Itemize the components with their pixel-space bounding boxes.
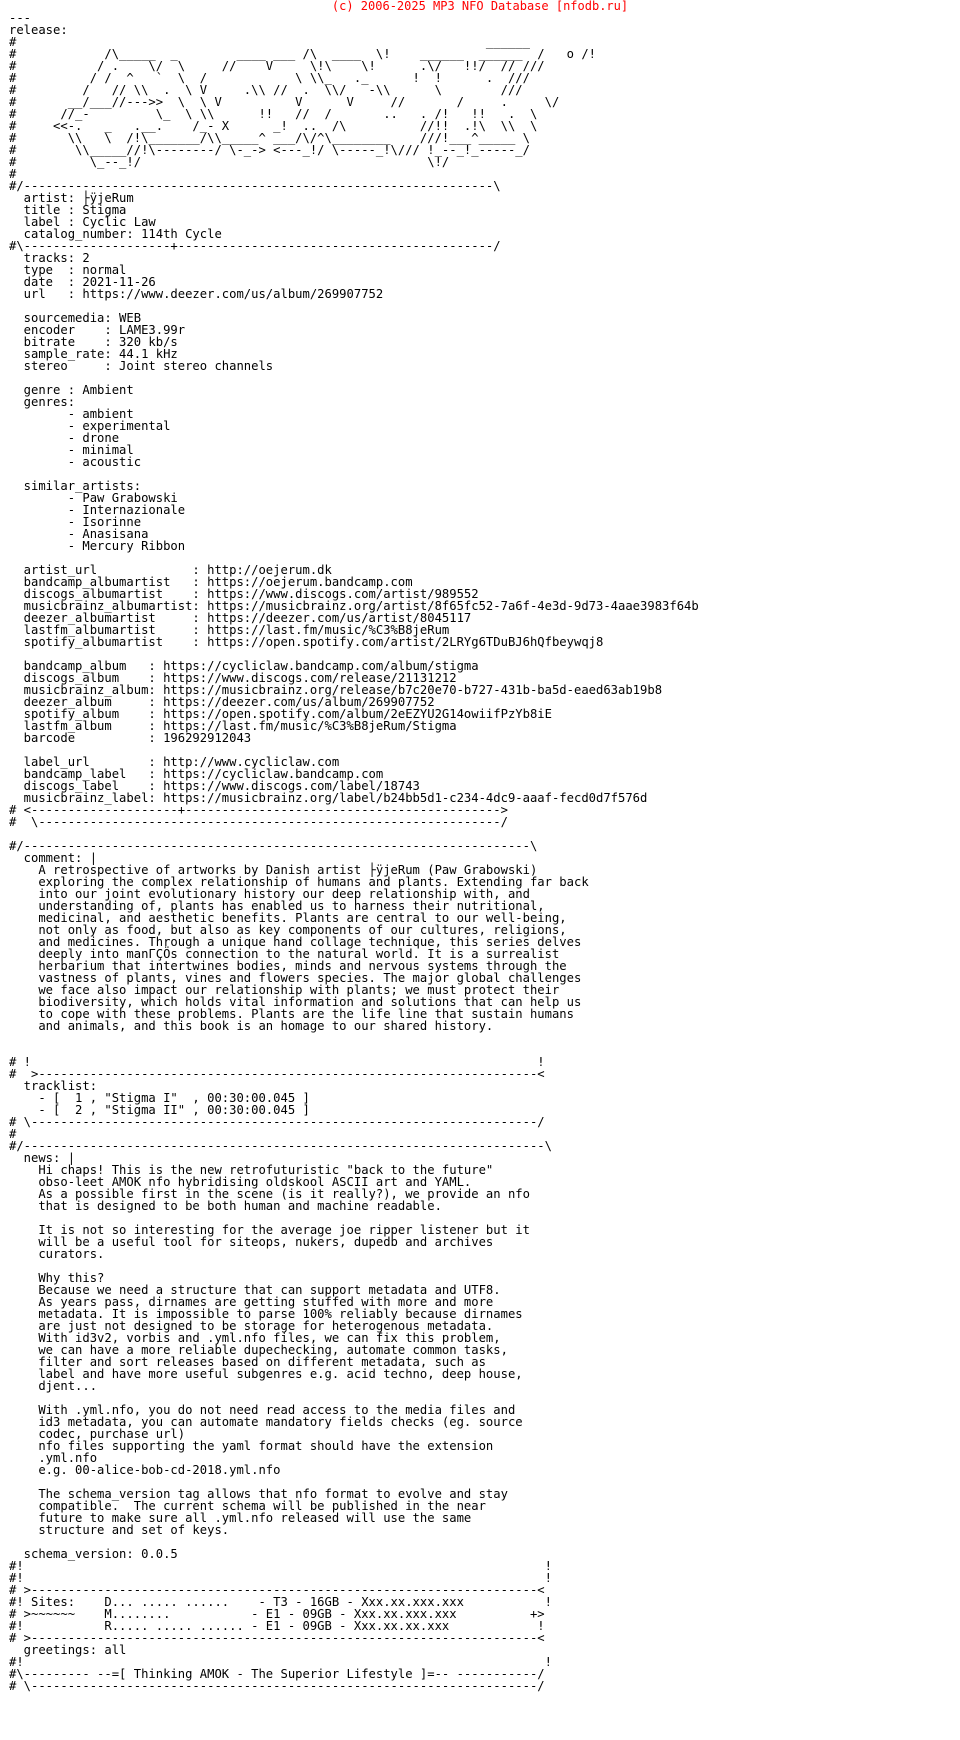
nfo-line: - Internazionale: [9, 503, 186, 517]
nfo-line: genres:: [9, 395, 76, 409]
nfo-line: are just not designed to be storage for heterogenous metadata.: [9, 1319, 494, 1333]
nfo-line: #/----------------------------------------------------------------\: [9, 179, 501, 193]
nfo-line: spotify_album : https://open.spotify.com/album/2eEZYU2G14owiifPzYb8iE: [9, 707, 552, 721]
nfo-line: genre : Ambient: [9, 383, 134, 397]
nfo-line: id3 metadata, you can automate mandatory fields checks (eg. source: [9, 1415, 523, 1429]
nfo-line: url : https://www.deezer.com/us/album/269907752: [9, 287, 384, 301]
nfo-line: - experimental: [9, 419, 171, 433]
nfo-line: # __/___//--->> \ \ V V V // / . \/: [9, 95, 560, 109]
nfo-line: # //_- \_ \ \\ !! // / .. . /! !! . \: [9, 107, 538, 121]
nfo-line: # >--------------------------------------------------------------------<: [9, 1067, 545, 1081]
nfo-line: #! Sites: D... ..... ...... - T3 - 16GB - Xxx.xx.xxx.xxx !: [9, 1595, 552, 1609]
nfo-line: artist: ├ÿjeRum: [9, 191, 134, 205]
nfo-line: # \---------------------------------------------------------------------/: [9, 1679, 545, 1693]
nfo-line: musicbrainz_albumartist: https://musicbrainz.org/artist/8f65fc52-7a6f-4e3d-9d73-4aae3983f64b: [9, 599, 699, 613]
nfo-line: to cope with these problems. Plants are the life line that sustain humans: [9, 1007, 574, 1021]
nfo-line: type : normal: [9, 263, 127, 277]
nfo-line: tracklist:: [9, 1079, 98, 1093]
nfo-line: # >---------------------------------------------------------------------<: [9, 1631, 545, 1645]
nfo-line: greetings: all: [9, 1643, 127, 1657]
nfo-line: that is designed to be both human and machine readable.: [9, 1199, 442, 1213]
nfo-line: tracks: 2: [9, 251, 90, 265]
nfo-line: #\--------- --=[ Thinking AMOK - The Superior Lifestyle ]=-- -----------/: [9, 1667, 545, 1681]
nfo-line: structure and set of keys.: [9, 1523, 230, 1537]
nfo-line: musicbrainz_album: https://musicbrainz.org/release/b7c20e70-b727-431b-ba5d-eaed63ab19b8: [9, 683, 663, 697]
nfo-line: artist_url : http://oejerum.dk: [9, 563, 332, 577]
nfo-line: - acoustic: [9, 455, 142, 469]
nfo-line: bandcamp_label : https://cycliclaw.bandcamp.com: [9, 767, 384, 781]
nfo-line: # >---------------------------------------------------------------------<: [9, 1583, 545, 1597]
nfo-line: deeply into manΓÇÖs connection to the natural world. It is a surrealist: [9, 947, 560, 961]
nfo-line: With .yml.nfo, you do not need read access to the media files and: [9, 1403, 516, 1417]
nfo-line: # \_--_!/ \!/: [9, 155, 450, 169]
nfo-line: ---: [9, 11, 32, 25]
nfo-line: we face also impact our relationship with plants; we must protect their: [9, 983, 560, 997]
nfo-line: - Paw Grabowski: [9, 491, 178, 505]
nfo-line: lastfm_albumartist : https://last.fm/music/%C3%B8jeRum: [9, 623, 450, 637]
nfo-line: barcode : 196292912043: [9, 731, 252, 745]
nfo-line: musicbrainz_label: https://musicbrainz.org/label/b24bb5d1-c234-4dc9-aaaf-fecd0d7f576d: [9, 791, 648, 805]
nfo-line: into our joint evolutionary history our deep relationship with, and: [9, 887, 530, 901]
nfo-line: # \---------------------------------------------------------------/: [9, 815, 508, 829]
nfo-line: spotify_albumartist : https://open.spotify.com/artist/2LRYg6TDuBJ6hQfbeywqj8: [9, 635, 604, 649]
nfo-line: news: |: [9, 1151, 76, 1165]
nfo-line: obso-leet AMOK nfo hybridising oldskool ASCII art and YAML.: [9, 1175, 472, 1189]
nfo-line: # ______: [9, 35, 530, 49]
nfo-line: filter and sort releases based on different metadata, such as: [9, 1355, 486, 1369]
nfo-line: stereo : Joint stereo channels: [9, 359, 274, 373]
nfo-line: compatible. The current schema will be published in the near: [9, 1499, 486, 1513]
nfo-line: metadata. It is impossible to parse 100% reliably because dirnames: [9, 1307, 523, 1321]
nfo-line: similar_artists:: [9, 479, 142, 493]
nfo-line: A retrospective of artworks by Danish artist ├ÿjeRum (Paw Grabowski): [9, 863, 538, 877]
nfo-line: curators.: [9, 1247, 105, 1261]
nfo-line: # >~~~~~~ M........ - E1 - 09GB - Xxx.xx.xxx.xxx +>: [9, 1607, 545, 1621]
nfo-line: nfo files supporting the yaml format should have the extension: [9, 1439, 494, 1453]
nfo-line: djent...: [9, 1379, 98, 1393]
nfo-line: Because we need a structure that can support metadata and UTF8.: [9, 1283, 501, 1297]
nfo-line: and animals, and this book is an homage to our shared history.: [9, 1019, 494, 1033]
nfo-line: # <<-. _ .__. /_- X _! .. /\ //!! .!\ \\ \: [9, 119, 538, 133]
nfo-line: # / // \\ . \ V .\\ // . \\/ -\\ \ ///: [9, 83, 523, 97]
nfo-line: deezer_albumartist : https://deezer.com/us/artist/8045117: [9, 611, 472, 625]
nfo-line: # \\_____//!\--------/ \-_-> <---_!/ \-----_!\/// !_--_!_-----_/: [9, 143, 530, 157]
nfo-line: bitrate : 320 kb/s: [9, 335, 178, 349]
nfo-line: # \\ \ /!\_______/\\_____^ ___/\/^\________ ///!___^_____ \: [9, 131, 530, 145]
nfo-line: title : Stigma: [9, 203, 127, 217]
nfo-line: #! !: [9, 1571, 552, 1585]
nfo-line: discogs_albumartist : https://www.discogs.com/artist/989552: [9, 587, 479, 601]
nfo-line: herbarium that intertwines bodies, minds and nervous systems through the: [9, 959, 567, 973]
nfo-line: - Anasisana: [9, 527, 149, 541]
nfo-line: As years pass, dirnames are getting stuffed with more and more: [9, 1295, 494, 1309]
nfo-line: It is not so interesting for the average joe ripper listener but it: [9, 1223, 530, 1237]
nfo-line: we can have a more reliable dupechecking, automate common tasks,: [9, 1343, 508, 1357]
nfo-line: label and have more useful subgenres e.g. acid techno, deep house,: [9, 1367, 523, 1381]
site-copyright-header: (c) 2006-2025 MP3 NFO Database [nfodb.ru]: [331, 0, 629, 13]
nfo-line: # / . \/ \ // V \!\ \! .\/ !!/ // ///: [9, 59, 545, 73]
nfo-line: # / / ^ ` \ / \ \\_ ._ ! ! . ///: [9, 71, 530, 85]
nfo-line: #/-----------------------------------------------------------------------\: [9, 1139, 552, 1153]
nfo-line: # \---------------------------------------------------------------------/: [9, 1115, 545, 1129]
nfo-line: #! R..... ..... ...... - E1 - 09GB - Xxx.xx.xx.xxx !: [9, 1619, 545, 1633]
nfo-line: #! !: [9, 1559, 552, 1573]
nfo-line: exploring the complex relationship of humans and plants. Extending far back: [9, 875, 589, 889]
nfo-line: deezer_album : https://deezer.com/us/album/269907752: [9, 695, 435, 709]
nfo-line: .yml.nfo: [9, 1451, 98, 1465]
nfo-line: The schema_version tag allows that nfo format to evolve and stay: [9, 1487, 508, 1501]
nfo-line: schema_version: 0.0.5: [9, 1547, 178, 1561]
nfo-line: - [ 2 , "Stigma II" , 00:30:00.045 ]: [9, 1103, 310, 1117]
nfo-line: As a possible first in the scene (is it really?), we provide an nfo: [9, 1187, 530, 1201]
nfo-line: e.g. 00-alice-bob-cd-2018.yml.nfo: [9, 1463, 281, 1477]
nfo-line: discogs_label : https://www.discogs.com/label/18743: [9, 779, 420, 793]
nfo-line: and medicines. Through a unique hand collage technique, this series delves: [9, 935, 582, 949]
nfo-line: #: [9, 1127, 17, 1141]
nfo-line: sourcemedia: WEB: [9, 311, 142, 325]
nfo-line: biodiversity, which holds vital information and solutions that can help us: [9, 995, 582, 1009]
nfo-line: bandcamp_album : https://cycliclaw.bandcamp.com/album/stigma: [9, 659, 479, 673]
nfo-line: codec, purchase url): [9, 1427, 186, 1441]
nfo-line: medicinal, and aesthetic benefits. Plants are central to our well-being,: [9, 911, 567, 925]
nfo-line: catalog_number: 114th Cycle: [9, 227, 222, 241]
nfo-line: Hi chaps! This is the new retrofuturistic "back to the future": [9, 1163, 494, 1177]
nfo-line: label_url : http://www.cycliclaw.com: [9, 755, 340, 769]
nfo-text-block: [9, 12, 699, 1692]
nfo-line: bandcamp_albumartist : https://oejerum.bandcamp.com: [9, 575, 413, 589]
nfo-line: label : Cyclic Law: [9, 215, 156, 229]
nfo-line: - Mercury Ribbon: [9, 539, 186, 553]
nfo-line: # <--------------------+------------------------------------------->: [9, 803, 508, 817]
nfo-line: encoder : LAME3.99r: [9, 323, 186, 337]
nfo-line: #: [9, 167, 17, 181]
nfo-line: future to make sure all .yml.nfo released will use the same: [9, 1511, 472, 1525]
nfo-line: #\--------------------+-------------------------------------------/: [9, 239, 501, 253]
nfo-line: #! !: [9, 1655, 552, 1669]
nfo-line: lastfm_album : https://last.fm/music/%C3%B8jeRum/Stigma: [9, 719, 457, 733]
nfo-line: - Isorinne: [9, 515, 142, 529]
nfo-line: understanding of, plants has enabled us to harness their nutritional,: [9, 899, 545, 913]
nfo-line: release:: [9, 23, 68, 37]
nfo-line: sample_rate: 44.1 kHz: [9, 347, 178, 361]
nfo-line: - ambient: [9, 407, 134, 421]
nfo-line: comment: |: [9, 851, 98, 865]
nfo-line: date : 2021-11-26: [9, 275, 156, 289]
nfo-line: not only as food, but also as key components of our cultures, religions,: [9, 923, 567, 937]
nfo-line: # /\_____ _ ____ ___ /\ ____ \! ______ ______ / o /!: [9, 47, 596, 61]
nfo-line: will be a useful tool for siteops, nukers, dupedb and archives: [9, 1235, 494, 1249]
nfo-line: Why this?: [9, 1271, 105, 1285]
nfo-line: With id3v2, vorbis and .yml.nfo files, we can fix this problem,: [9, 1331, 501, 1345]
nfo-line: # ! !: [9, 1055, 545, 1069]
nfo-line: discogs_album : https://www.discogs.com/release/21131212: [9, 671, 457, 685]
nfo-line: vastness of plants, vines and flowers species. The major global challenges: [9, 971, 582, 985]
nfo-line: - minimal: [9, 443, 134, 457]
nfo-line: #/---------------------------------------------------------------------\: [9, 839, 538, 853]
nfo-line: - [ 1 , "Stigma I" , 00:30:00.045 ]: [9, 1091, 310, 1105]
nfo-line: - drone: [9, 431, 120, 445]
